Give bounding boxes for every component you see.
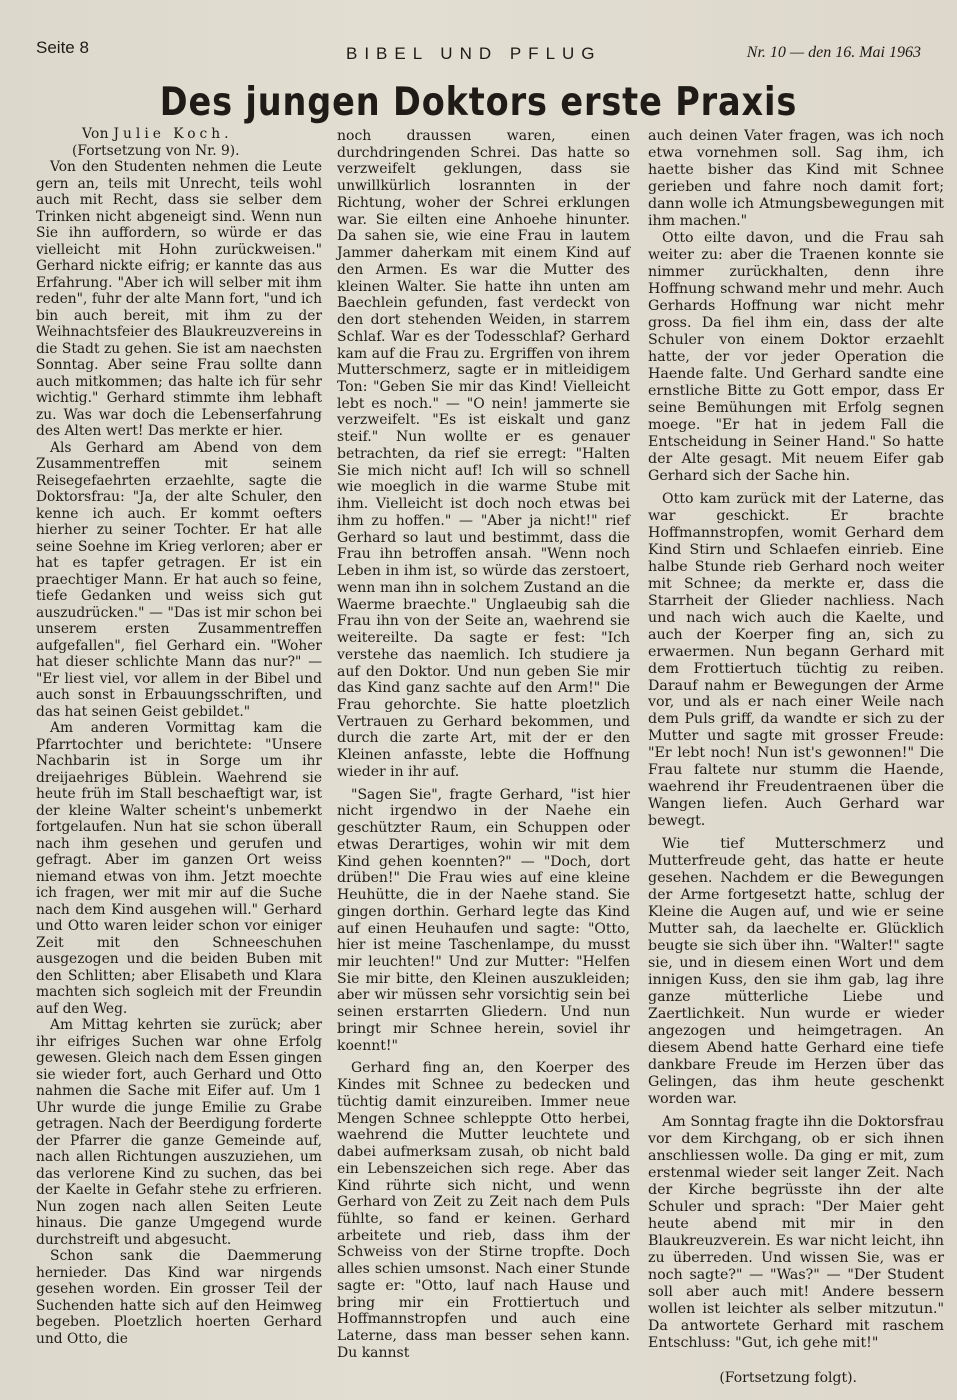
paragraph: Gerhard fing an, den Koerper des Kindes mit Schnee zu bedecken und tüchtig damit einzureiben. Immer neue Mengen Schnee schleppte Otto herbei, waehrend die Mutter leuchtete und dabei aufmerksam zusah, ob nicht bald ein Lebenszeichen sich rege. Aber das Kind rührte sich nicht, und wenn Gerhard von Zeit zu Zeit nach dem Puls fühlte, so fand er keinen. Gerhard arbeitete und rieb, dass ihm der Schweiss von der Stirne tropfte. Doch alles schien umsonst. Nach einer Stunde sagte er: "Otto, lauf nach Hause und bring mir ein Frottiertuch und Hoffmannstropfen und auch eine Laterne, dass man besser sehen kann. Du kannst: [337, 1060, 630, 1361]
paragraph: auch deinen Vater fragen, was ich noch etwa vornehmen soll. Sag ihm, ich haette bisher das Kind mit Schnee gerieben und fahre noch damit fort; dann wolle ich Atmungsbewegungen mit ihm machen.": [648, 128, 944, 229]
byline-prefix: Von: [82, 126, 109, 142]
paragraph: Am Mittag kehrten sie zurück; aber ihr eifriges Suchen war ohne Erfolg gewesen. Gleich nach dem Essen gingen sie wieder fort, auch Gerhard und Otto nahmen die Sache mit Eifer auf. Um 1 Uhr wurde die junge Emilie zu Grabe getragen. Nach der Beerdigung forderte der Pfarrer die ganze Gemeinde auf, nach allen Richtungen auszuziehen, um das verlorene Kind zu suchen, das bei der Kaelte in Gefahr stehe zu erfrieren. Nun zogen nach allen Seiten Leute hinaus. Die ganze Umgegend wurde durchstreift und abgesucht.: [36, 1017, 322, 1248]
paragraph: Von den Studenten nehmen die Leute gern an, teils mit Unrecht, teils wohl auch mit Recht, dass sie selber dem Trinken nicht abgeneigt sind. Wenn nun Sie ihn auffordern, so würde er das vielleicht mit Hohn zurückweisen." Gerhard nickte eifrig; er kannte das aus Erfahrung. "Aber ich will selber mit ihm reden", fuhr der alte Mann fort, "und ich bin auch bereit, mit ihm zu der Weihnachtsfeier des Blaukreuzvereins in die Stadt zu gehen. Sie ist am naechsten Sonntag. Aber seine Frau sollte dann auch mitkommen; das halte ich für sehr wichtig." Gerhard stimmte ihm lebhaft zu. Was war doch die Lebenserfahrung des Alten wert! Das merkte er hier.: [36, 159, 322, 439]
page-header: [36, 38, 921, 68]
continuation-note: (Fortsetzung von Nr. 9).: [72, 142, 240, 159]
article-column-3: [648, 128, 944, 1352]
author-name: Julie Koch.: [113, 126, 233, 142]
article-title: Des jungen Doktors erste Praxis: [159, 80, 798, 125]
paragraph: noch draussen waren, einen durchdringenden Schrei. Das hatte so verzweifelt geklungen, dass sie unwillkürlich losrannten in der Richtung, woher der Schrei erklungen war. Sie eilten eine Anhoehe hinunter. Da sahen sie, wie eine Frau in lautem Jammer daherkam mit einem Kind auf den Armen. Es war die Mutter des kleinen Walter. Sie hatte ihn unten am Baechlein gefunden, fast verdeckt von den dort stehenden Weiden, in starrem Schlaf. War es der Todesschlaf? Gerhard kam auf die Frau zu. Ergriffen von ihrem Mutterschmerz, sagte er in mitleidigem Ton: "Geben Sie mir das Kind! Vielleicht lebt es noch." — "O nein! jammerte sie verzweifelt. "Es ist eiskalt und ganz steif." Nun wollte er es genauer betrachten, da rief sie erregt: "Halten Sie mich nicht auf! Ich will so schnell wie moeglich in die warme Stube mit ihm. Vielleicht ist doch noch etwas bei ihm zu hoffen." — "Aber ja nicht!" rief Gerhard so laut und bestimmt, dass die Frau ihn betroffen ansah. "Wenn noch Leben in ihm ist, so würde das zerstoert, wenn man ihn in solchem Zustand an die Waerme braechte." Unglaeubig sah die Frau ihn von der Seite an, waehrend sie weitereilte. Da sagte er fest: "Ich verstehe das naemlich. Ich studiere ja auf den Doktor. Und nun geben Sie mir das Kind ganz sachte auf den Arm!" Die Frau gehorchte. Sie hatte ploetzlich Vertrauen zu Gerhard bekommen, und durch die zarte Art, mit der er den Kleinen anfasste, lebte die Hoffnung wieder in ihr auf.: [337, 128, 630, 780]
paragraph: "Sagen Sie", fragte Gerhard, "ist hier nicht irgendwo in der Naehe ein geschützter Raum, ein Schuppen oder etwas Derartiges, wohin wir mit dem Kind gehen koennten?" — "Doch, dort drüben!" Die Frau wies auf eine kleine Heuhütte, die in der Naehe stand. Sie gingen dorthin. Gerhard legte das Kind auf einen Heuhaufen und sagte: "Otto, hier ist meine Taschenlampe, du musst mir leuchten!" Und zur Mutter: "Helfen Sie mir bitte, den Kleinen auszukleiden; aber wir müssen sehr vorsichtig sein bei seinen erstarrten Gliedern. Und nun bringt mir Schnee herein, soviel ihr koennt!": [337, 786, 630, 1054]
paragraph: Am anderen Vormittag kam die Pfarrtochter und berichtete: "Unsere Nachbarin ist in Sorge um ihr dreijaehriges Büblein. Waehrend sie heute früh im Stall beschaeftigt war, ist der kleine Walter scheint's unbemerkt fortgelaufen. Nun hat sie schon überall nach ihm gesehen und gerufen und gefragt. Aber im ganzen Ort weiss niemand etwas von ihm. Jetzt moechte ich fragen, wer mit mir auf die Suche nach dem Kind ausgehen will." Gerhard und Otto waren leider schon vor einiger Zeit mit den Schneeschuhen ausgezogen und die beiden Buben mit den Schlitten; aber Elisabeth und Klara machten sich sogleich mit der Freundin auf den Weg.: [36, 720, 322, 1017]
paragraph: Schon sank die Daemmerung hernieder. Das Kind war nirgends gesehen worden. Ein grosser Teil der Suchenden hatte sich auf den Heimweg begeben. Ploetzlich hoerten Gerhard und Otto, die: [36, 1248, 322, 1347]
to-be-continued: (Fortsetzung folgt).: [719, 1370, 857, 1386]
article-column-1: [36, 126, 322, 1347]
paragraph: Am Sonntag fragte ihn die Doktorsfrau vor dem Kirchgang, ob er sich ihnen anschliessen wolle. Da ging er mit, zum erstenmal wieder seit langer Zeit. Nach der Kirche begrüsste ihn der alte Schuler und sprach: "Der Maier geht heute abend mit mir in den Blaukreuzverein. Es war nicht leicht, ihn zu überreden. Und wissen Sie, was er noch sagte?" — "Was?" — "Der Student soll aber auch mit! Andere bessern wollen ist leichter als selber mitzutun." Da antwortete Gerhard mit raschem Entschluss: "Gut, ich gehe mit!": [648, 1114, 944, 1351]
page-number: Seite 8: [36, 38, 89, 57]
paragraph: Als Gerhard am Abend von dem Zusammentreffen mit seinem Reisegefaehrten erzaehlte, sagte die Doktorsfrau: "Ja, der alte Schuler, den kenne ich auch. Er kommt oefters hierher zu seiner Tochter. Er hat alle seine Soehne im Krieg verloren; aber er hat es tapfer getragen. Er ist ein praechtiger Mann. Er hat auch so feine, tiefe Gedanken und weiss sich gut auszudrücken." — "Das ist mir schon bei unserem ersten Zusammentreffen aufgefallen", fiel Gerhard ein. "Woher hat dieser schlichte Mann das nur?" — "Er liest viel, vor allem in der Bibel und auch sonst in Erbauungsschriften, und das hat seinen Geist gebildet.": [36, 439, 322, 720]
paragraph: Otto eilte davon, und die Frau sah weiter zu: aber die Traenen konnte sie nimmer zurückhalten, denn ihre Hoffnung schwand mehr und mehr. Auch Gerhards Hoffnung war nicht mehr gross. Da fiel ihm ein, dass der alte Schuler von einem Doktor erzaehlt hatte, der vor jeder Operation die Haende falte. Und Gerhard sandte eine ernstliche Bitte zu Gott empor, dass Er seine Bemühungen mit Erfolg segnen moege. "Er hat in jedem Fall die Entscheidung in Seiner Hand." So hatte der Alte gesagt. Mit neuem Eifer gab Gerhard sich der Sache hin.: [648, 229, 944, 484]
issue-date: Nr. 10 — den 16. Mai 1963: [746, 44, 921, 61]
paragraph: Wie tief Mutterschmerz und Mutterfreude geht, das hatte er heute gesehen. Nachdem er die Bewegungen der Arme fortgesetzt hatte, schlug der Kleine die Augen auf, und wie er seine Mutter sah, da laechelte er. Glücklich beugte sie sich über ihn. "Walter!" sagte sie, und in diesem einen Wort und dem innigen Kuss, den sie ihm gab, lag ihre ganze mütterliche Liebe und Zaertlichkeit. Nun wurde er wieder angezogen und heimgetragen. An diesem Abend hatte Gerhard eine tiefe dankbare Freude im Herzen über das Gelingen, das ihm heute geschenkt worden war.: [648, 836, 944, 1108]
publication-title: BIBEL UND PFLUG: [346, 44, 602, 63]
paragraph: Otto kam zurück mit der Laterne, das war geschickt. Er brachte Hoffmannstropfen, womit Gerhard dem Kind Stirn und Schlaefen einrieb. Eine halbe Stunde rieb Gerhard noch weiter mit Schnee; da merkte er, dass die Starrheit der Glieder nachliess. Nach und nach wich auch die Kaelte, und auch der Koerper fing an, sich zu erwaermen. Nun begann Gerhard mit dem Frottiertuch tüchtig zu reiben. Darauf nahm er Bewegungen der Arme vor, und als er nach einer Weile nach dem Puls griff, da wandte er sich zu der Mutter und sagte mit grosser Freude: "Er lebt noch! Nun ist's gewonnen!" Die Frau faltete nur stumm die Haende, waehrend ihr Freudentraenen über die Wangen liefen. Auch Gerhard war bewegt.: [648, 490, 944, 830]
byline: [36, 126, 322, 143]
article-column-2: [337, 128, 630, 1362]
